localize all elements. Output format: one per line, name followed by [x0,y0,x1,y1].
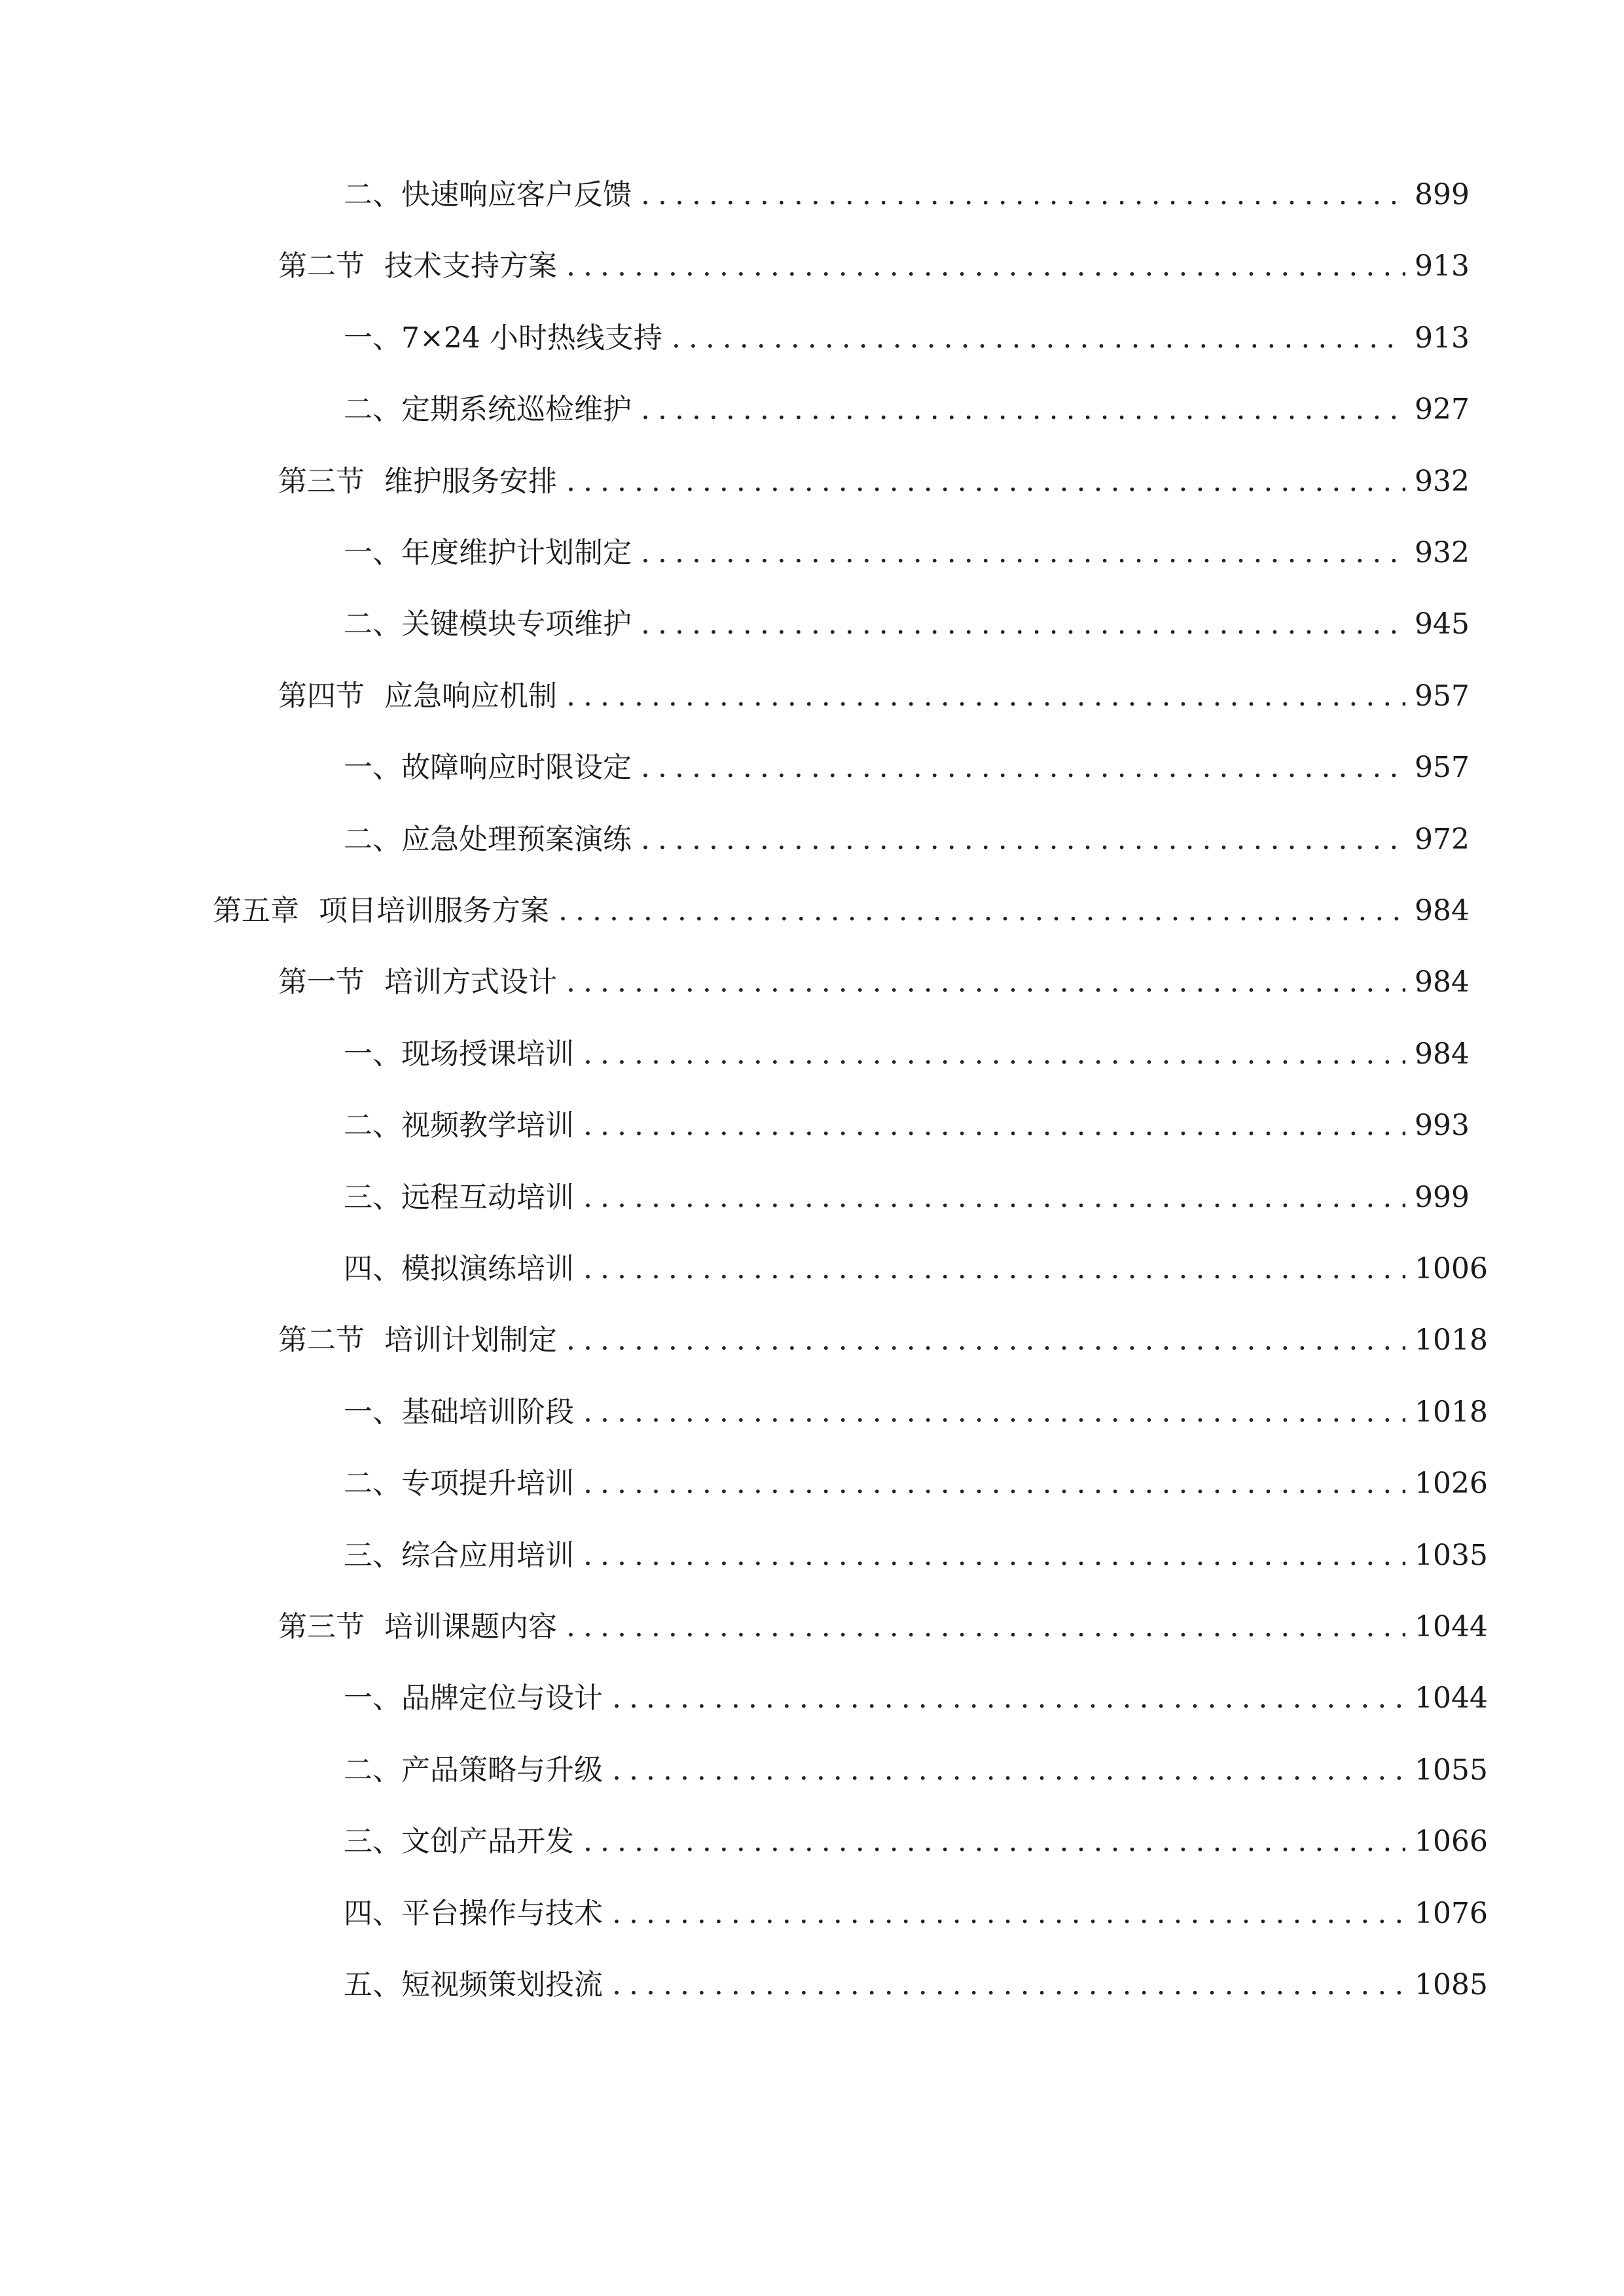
toc-entry-number: 二、 [344,1109,401,1143]
toc-entry[interactable] [344,172,1470,218]
toc-entry-page-number: 1044 [1415,1610,1488,1643]
toc-entry[interactable] [344,1031,1470,1077]
dot-leader [566,243,1405,289]
toc-entry-number: 二、 [344,1467,401,1501]
toc-entry-page-number: 1035 [1415,1538,1488,1572]
toc-entry-title: 技术支持方案 [384,249,557,283]
toc-entry-title: 专项提升培训 [401,1467,574,1501]
toc-entry-page-number: 1006 [1415,1252,1488,1285]
toc-entry-title: 平台操作与技术 [401,1896,603,1930]
dot-leader [612,1748,1405,1793]
toc-entry-number: 三、 [344,1538,401,1572]
dot-leader [583,1246,1405,1292]
toc-entry[interactable] [278,1318,1488,1363]
toc-entry-number: 一、 [344,1037,401,1071]
dot-leader [566,1604,1405,1650]
dot-leader [641,817,1405,863]
toc-entry-number: 第二节 [278,1323,365,1357]
toc-entry-page-number: 913 [1415,321,1470,355]
toc-entry-page-number: 945 [1415,607,1470,641]
toc-entry-title: 应急处理预案演练 [401,822,632,856]
toc-entry-page-number: 927 [1415,393,1470,427]
toc-entry-page-number: 899 [1415,178,1470,211]
toc-entry-title: 文创产品开发 [401,1825,574,1859]
toc-entry-title: 关键模块专项维护 [401,607,632,641]
toc-entry-page-number: 957 [1415,751,1470,785]
dot-leader [672,315,1405,361]
toc-entry-number: 四、 [344,1252,401,1285]
toc-entry-title: 培训计划制定 [384,1323,557,1357]
dot-leader [566,673,1405,719]
toc-entry-number: 一、 [344,1681,401,1715]
toc-entry[interactable] [344,1891,1488,1937]
dot-leader [641,530,1405,576]
dot-leader [583,1390,1405,1435]
toc-entry[interactable] [278,960,1470,1005]
toc-entry-number: 第一节 [278,965,365,999]
toc-entry-number: 三、 [344,1180,401,1214]
toc-entry[interactable] [344,1246,1488,1292]
toc-entry-title: 现场授课培训 [401,1037,574,1071]
toc-entry[interactable] [344,1819,1488,1865]
toc-entry-title: 基础培训阶段 [401,1395,574,1429]
toc-entry[interactable] [344,1390,1488,1435]
toc-entry-title: 项目培训服务方案 [319,894,549,927]
toc-entry-number: 二、 [344,1753,401,1787]
toc-entry[interactable] [278,243,1470,289]
toc-entry[interactable] [344,1962,1488,2008]
toc-entry-number: 第四节 [278,679,365,713]
toc-entry-number: 五、 [344,1968,401,2001]
toc-entry-number: 第三节 [278,1610,365,1643]
toc-entry-page-number: 984 [1415,965,1470,999]
dot-leader [583,1103,1405,1149]
dot-leader [583,1175,1405,1221]
toc-entry-number: 一、 [344,536,401,569]
toc-entry[interactable] [344,530,1470,576]
toc-entry[interactable] [278,1604,1488,1650]
toc-entry-page-number: 999 [1415,1180,1470,1214]
toc-entry-number: 二、 [344,393,401,427]
toc-entry-title: 培训方式设计 [384,965,557,999]
toc-entry-page-number: 932 [1415,536,1470,569]
toc-entry[interactable] [278,459,1470,505]
toc-entry-title: 综合应用培训 [401,1538,574,1572]
toc-entry-number: 一、 [344,1395,401,1429]
dot-leader [566,960,1405,1005]
dot-leader [583,1533,1405,1579]
toc-entry-title: 产品策略与升级 [401,1753,603,1787]
toc-entry[interactable] [344,1103,1470,1149]
toc-entry-page-number: 1044 [1415,1681,1488,1715]
dot-leader [641,745,1405,791]
toc-entry-page-number: 932 [1415,464,1470,498]
dot-leader [641,387,1405,433]
toc-entry-number: 第二节 [278,249,365,283]
toc-entry-number: 二、 [344,178,401,211]
toc-entry-title: 应急响应机制 [384,679,557,713]
toc-entry[interactable] [344,745,1470,791]
toc-entry-title: 维护服务安排 [384,464,557,498]
toc-entry-page-number: 913 [1415,249,1470,283]
toc-entry-number: 第三节 [278,464,365,498]
toc-entry[interactable] [344,1175,1470,1221]
toc-entry-title: 品牌定位与设计 [401,1681,603,1715]
toc-entry-title: 模拟演练培训 [401,1252,574,1285]
toc-entry-title: 快速响应客户反馈 [401,178,632,211]
toc-entry-page-number: 972 [1415,822,1470,856]
toc-entry-number: 二、 [344,607,401,641]
toc-entry-page-number: 984 [1415,1037,1470,1071]
toc-entry-number: 第五章 [213,894,299,927]
toc-entry[interactable] [344,1748,1488,1793]
toc-entry[interactable] [344,1533,1488,1579]
toc-entry-page-number: 993 [1415,1109,1470,1143]
dot-leader [583,1461,1405,1507]
toc-entry-title: 年度维护计划制定 [401,536,632,569]
toc-entry-title: 培训课题内容 [384,1610,557,1643]
toc-entry[interactable] [213,888,1470,934]
toc-entry-title: 视频教学培训 [401,1109,574,1143]
toc-entry-page-number: 1076 [1415,1896,1488,1930]
toc-entry-page-number: 1018 [1415,1323,1488,1357]
dot-leader [641,601,1405,647]
dot-leader [566,1318,1405,1363]
dot-leader [566,459,1405,505]
toc-entry-page-number: 1026 [1415,1467,1488,1501]
toc-entry-page-number: 1085 [1415,1968,1488,2001]
toc-entry-title: 定期系统巡检维护 [401,393,632,427]
toc-entry[interactable] [344,1676,1488,1721]
toc-entry[interactable] [278,673,1470,719]
toc-entry-title: 故障响应时限设定 [401,751,632,785]
toc-entry[interactable] [344,387,1470,433]
dot-leader [641,172,1405,218]
toc-entry-page-number: 957 [1415,679,1470,713]
dot-leader [558,888,1405,934]
toc-entry-title: 短视频策划投流 [401,1968,603,2001]
toc-entry-number: 一、 [344,321,401,355]
toc-entry-title: 远程互动培训 [401,1180,574,1214]
dot-leader [612,1676,1405,1721]
toc-entry-page-number: 1066 [1415,1825,1488,1859]
toc-entry-number: 一、 [344,751,401,785]
toc-entry-number: 二、 [344,822,401,856]
toc-entry-number: 三、 [344,1825,401,1859]
dot-leader [612,1891,1405,1937]
toc-entry-page-number: 984 [1415,894,1470,927]
toc-entry-title: 7×24 小时热线支持 [401,321,662,355]
toc-entry-number: 四、 [344,1896,401,1930]
toc-entry[interactable] [344,601,1470,647]
toc-entry[interactable] [344,315,1470,361]
toc-entry-page-number: 1055 [1415,1753,1488,1787]
dot-leader [583,1819,1405,1865]
dot-leader [612,1962,1405,2008]
toc-entry-page-number: 1018 [1415,1395,1488,1429]
toc-entry[interactable] [344,817,1470,863]
toc-entry[interactable] [344,1461,1488,1507]
dot-leader [583,1031,1405,1077]
